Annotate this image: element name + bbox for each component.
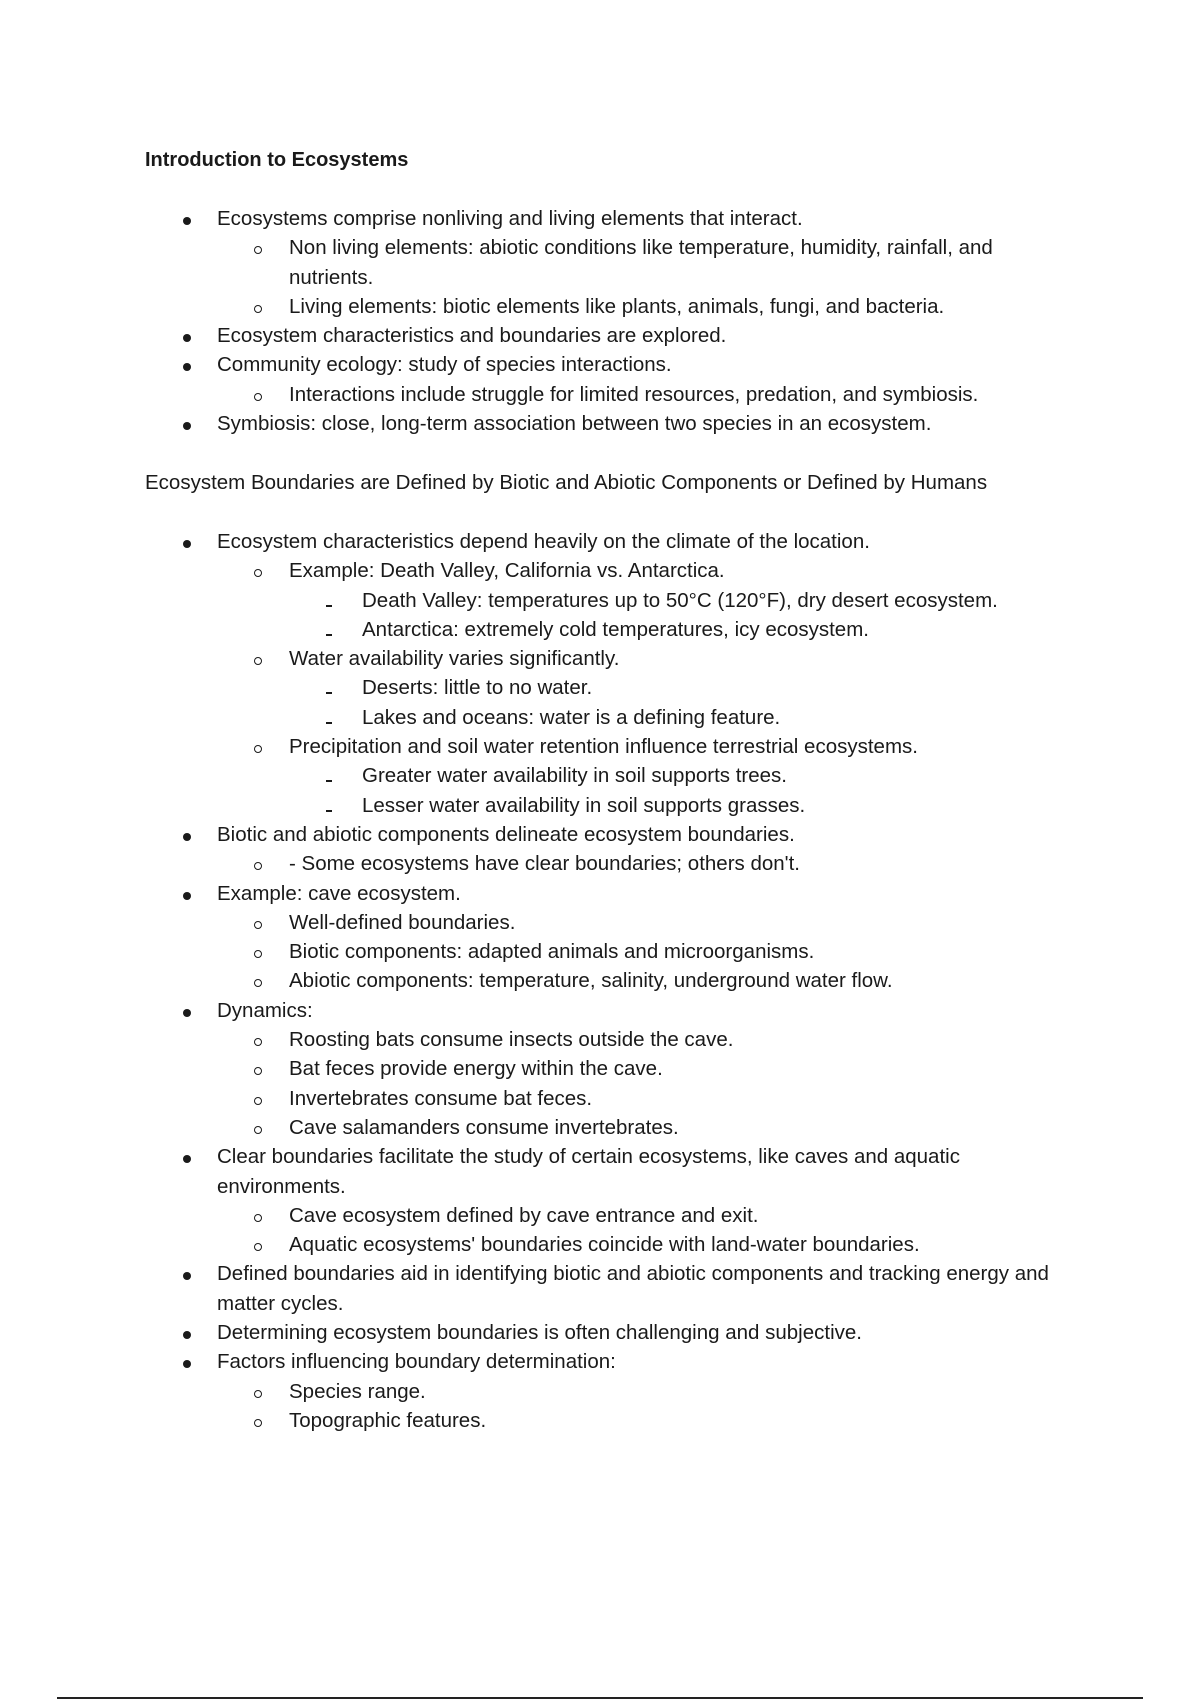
list-item-text: Well-defined boundaries. <box>289 910 516 934</box>
bullet-shape <box>326 780 332 782</box>
list-item <box>0 1406 1080 1435</box>
bullet-shape <box>254 246 262 254</box>
list-item-text: Clear boundaries facilitate the study of certain ecosystems, like caves and aquatic environments. <box>217 1145 960 1198</box>
list-item-text: - Some ecosystems have clear boundaries; others don't. <box>289 852 800 876</box>
list-item <box>0 1025 1080 1054</box>
bullet-circle-icon <box>254 1201 262 1230</box>
bullet-dash-icon <box>326 703 332 732</box>
list-item <box>0 233 1080 292</box>
list-item <box>0 1259 1080 1318</box>
list-item <box>0 1347 1080 1376</box>
section-heading-boundaries: Ecosystem Boundaries are Defined by Biotic and Abiotic Components or Defined by Humans <box>145 471 988 494</box>
bullet-shape <box>183 363 191 371</box>
list-item-text: Roosting bats consume insects outside the cave. <box>289 1028 734 1052</box>
bullet-shape <box>254 1214 262 1222</box>
bullet-shape <box>254 569 262 577</box>
bullet-shape <box>254 1390 262 1398</box>
intro-bullet-list <box>0 204 1200 438</box>
bullet-shape <box>254 1126 262 1134</box>
list-item-text: Deserts: little to no water. <box>362 676 593 700</box>
list-item <box>0 204 1080 233</box>
bullet-shape <box>183 422 191 430</box>
bullet-disc-icon <box>183 1347 191 1376</box>
bullet-shape <box>254 1097 262 1105</box>
section-heading-intro: Introduction to Ecosystems <box>145 149 409 171</box>
bullet-circle-icon <box>254 233 262 262</box>
bullet-circle-icon <box>254 1084 262 1113</box>
list-item <box>0 849 1080 878</box>
bullet-shape <box>183 1155 191 1163</box>
bullet-disc-icon <box>183 409 191 438</box>
bullet-shape <box>183 217 191 225</box>
list-item <box>0 292 1080 321</box>
bullet-dash-icon <box>326 673 332 702</box>
bullet-circle-icon <box>254 849 262 878</box>
list-item <box>0 937 1080 966</box>
list-item-text: Bat feces provide energy within the cave. <box>289 1057 663 1081</box>
bullet-shape <box>183 334 191 342</box>
bullet-shape <box>254 921 262 929</box>
bullet-shape <box>254 1243 262 1251</box>
list-item <box>0 350 1080 379</box>
bullet-shape <box>326 692 332 694</box>
list-item-text: Defined boundaries aid in identifying biotic and abiotic components and tracking energy and matter cycles. <box>217 1262 1049 1315</box>
bullet-shape <box>254 1419 262 1427</box>
list-item-text: Community ecology: study of species interactions. <box>217 353 672 377</box>
list-item <box>0 615 1080 644</box>
list-item-text: Cave ecosystem defined by cave entrance and exit. <box>289 1203 759 1227</box>
list-item <box>0 1201 1080 1230</box>
boundaries-bullet-list <box>0 527 1200 1435</box>
list-item-text: Dynamics: <box>217 998 313 1022</box>
bullet-circle-icon <box>254 908 262 937</box>
list-item <box>0 380 1080 409</box>
list-item <box>0 409 1080 438</box>
list-item-text: Ecosystem characteristics and boundaries are explored. <box>217 324 727 348</box>
bullet-dash-icon <box>326 761 332 790</box>
list-item-text: Species range. <box>289 1379 426 1403</box>
list-item-text: Lesser water availability in soil supports grasses. <box>362 793 806 817</box>
bullet-disc-icon <box>183 1259 191 1288</box>
bullet-disc-icon <box>183 321 191 350</box>
list-item-text: Determining ecosystem boundaries is often challenging and subjective. <box>217 1321 862 1345</box>
list-item-text: Topographic features. <box>289 1408 487 1432</box>
list-item <box>0 527 1080 556</box>
list-item-text: Living elements: biotic elements like plants, animals, fungi, and bacteria. <box>289 294 945 318</box>
list-item-text: Precipitation and soil water retention influence terrestrial ecosystems. <box>289 735 918 759</box>
page-bottom-rule <box>57 1697 1143 1699</box>
list-item <box>0 791 1080 820</box>
bullet-disc-icon <box>183 996 191 1025</box>
bullet-shape <box>254 745 262 753</box>
bullet-circle-icon <box>254 732 262 761</box>
list-item-text: Greater water availability in soil supports trees. <box>362 764 787 788</box>
list-item-text: Ecosystem characteristics depend heavily on the climate of the location. <box>217 530 870 553</box>
list-item <box>0 908 1080 937</box>
bullet-circle-icon <box>254 966 262 995</box>
list-item-text: Interactions include struggle for limited resources, predation, and symbiosis. <box>289 382 979 406</box>
list-item-text: Invertebrates consume bat feces. <box>289 1086 593 1110</box>
list-item <box>0 703 1080 732</box>
bullet-dash-icon <box>326 615 332 644</box>
bullet-circle-icon <box>254 1025 262 1054</box>
list-item-text: Lakes and oceans: water is a defining feature. <box>362 705 781 729</box>
bullet-shape <box>183 1331 191 1339</box>
list-item <box>0 1113 1080 1142</box>
list-item-text: Non living elements: abiotic conditions like temperature, humidity, rainfall, and nutrients. <box>289 236 993 289</box>
list-item-text: Biotic components: adapted animals and microorganisms. <box>289 940 815 964</box>
list-item <box>0 586 1080 615</box>
bullet-shape <box>183 892 191 900</box>
list-item-text: Ecosystems comprise nonliving and living elements that interact. <box>217 207 803 230</box>
list-item-text: Example: Death Valley, California vs. Antarctica. <box>289 559 725 583</box>
bullet-shape <box>254 1067 262 1075</box>
bullet-circle-icon <box>254 1113 262 1142</box>
list-item <box>0 1084 1080 1113</box>
bullet-shape <box>183 1360 191 1368</box>
list-item-text: Death Valley: temperatures up to 50°C (120°F), dry desert ecosystem. <box>362 588 998 612</box>
bullet-disc-icon <box>183 879 191 908</box>
list-item <box>0 996 1080 1025</box>
bullet-shape <box>183 833 191 841</box>
list-item <box>0 1054 1080 1083</box>
list-item <box>0 673 1080 702</box>
list-item-text: Symbiosis: close, long-term association between two species in an ecosystem. <box>217 412 932 436</box>
list-item <box>0 1230 1080 1259</box>
bullet-shape <box>254 862 262 870</box>
bullet-disc-icon <box>183 204 191 233</box>
bullet-dash-icon <box>326 791 332 820</box>
bullet-shape <box>326 810 332 812</box>
bullet-circle-icon <box>254 937 262 966</box>
bullet-disc-icon <box>183 1142 191 1171</box>
bullet-disc-icon <box>183 820 191 849</box>
list-item <box>0 1377 1080 1406</box>
list-item <box>0 761 1080 790</box>
bullet-disc-icon <box>183 1318 191 1347</box>
list-item-text: Aquatic ecosystems' boundaries coincide with land-water boundaries. <box>289 1233 920 1257</box>
bullet-circle-icon <box>254 1377 262 1406</box>
list-item <box>0 820 1080 849</box>
bullet-circle-icon <box>254 1054 262 1083</box>
bullet-disc-icon <box>183 527 191 556</box>
list-item <box>0 1142 1080 1201</box>
list-item-text: Factors influencing boundary determination: <box>217 1350 616 1374</box>
list-item <box>0 732 1080 761</box>
list-item-text: Cave salamanders consume invertebrates. <box>289 1115 679 1139</box>
bullet-circle-icon <box>254 292 262 321</box>
list-item-text: Example: cave ecosystem. <box>217 881 461 905</box>
list-item <box>0 321 1080 350</box>
bullet-shape <box>254 657 262 665</box>
bullet-shape <box>183 540 191 548</box>
bullet-shape <box>254 979 262 987</box>
bullet-shape <box>254 950 262 958</box>
list-item <box>0 556 1080 585</box>
bullet-disc-icon <box>183 350 191 379</box>
bullet-shape <box>326 605 332 607</box>
list-item-text: Antarctica: extremely cold temperatures, icy ecosystem. <box>362 617 869 641</box>
bullet-circle-icon <box>254 1406 262 1435</box>
bullet-shape <box>183 1272 191 1280</box>
bullet-circle-icon <box>254 644 262 673</box>
list-item-text: Water availability varies significantly. <box>289 647 620 671</box>
list-item-text: Abiotic components: temperature, salinity, underground water flow. <box>289 969 893 993</box>
list-item <box>0 966 1080 995</box>
bullet-circle-icon <box>254 1230 262 1259</box>
list-item <box>0 644 1080 673</box>
bullet-shape <box>254 305 262 313</box>
bullet-shape <box>254 393 262 401</box>
bullet-shape <box>326 722 332 724</box>
bullet-circle-icon <box>254 556 262 585</box>
bullet-shape <box>183 1009 191 1017</box>
bullet-dash-icon <box>326 586 332 615</box>
bullet-shape <box>254 1038 262 1046</box>
list-item <box>0 879 1080 908</box>
list-item-text: Biotic and abiotic components delineate ecosystem boundaries. <box>217 822 795 846</box>
list-item <box>0 1318 1080 1347</box>
bullet-circle-icon <box>254 380 262 409</box>
bullet-shape <box>326 634 332 636</box>
